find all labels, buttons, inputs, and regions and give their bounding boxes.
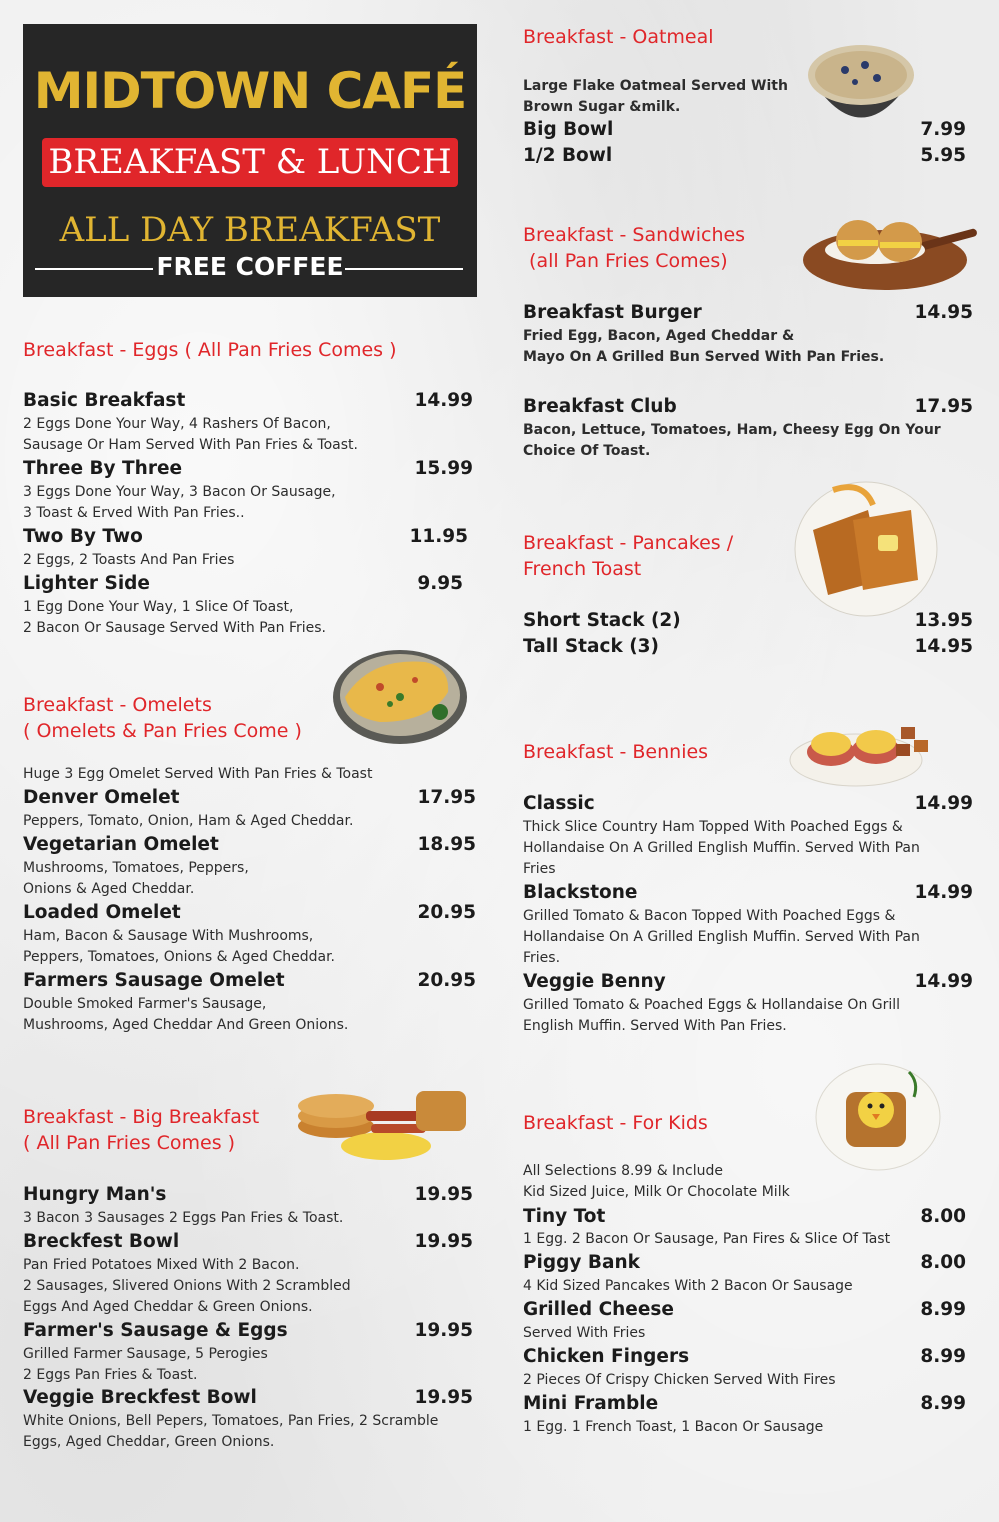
item-desc: Ham, Bacon & Sausage With Mushrooms,: [23, 928, 314, 944]
item-name: Vegetarian Omelet: [23, 834, 219, 855]
item-name: Loaded Omelet: [23, 902, 181, 923]
item-price: 20.95: [417, 970, 476, 991]
item-desc: Fried Egg, Bacon, Aged Cheddar &: [523, 328, 795, 344]
item-name: Chicken Fingers: [523, 1346, 690, 1367]
item-name: Piggy Bank: [523, 1252, 640, 1273]
cafe-name: MIDTOWN CAFÉ: [33, 62, 467, 120]
item-desc: Peppers, Tomatoes, Onions & Aged Cheddar.: [23, 949, 335, 965]
item-name: Breckfest Bowl: [23, 1231, 180, 1252]
item-desc: Sausage Or Ham Served With Pan Fries & Toast.: [23, 437, 358, 453]
section-heading-eggs: Breakfast - Eggs ( All Pan Fries Comes ): [23, 339, 397, 361]
item-name: Hungry Man's: [23, 1184, 167, 1205]
item-desc: 2 Eggs Done Your Way, 4 Rashers Of Bacon,: [23, 416, 331, 432]
item-price: 14.99: [914, 882, 973, 903]
section-subheading-sandwiches: (all Pan Fries Comes): [523, 250, 728, 272]
item-desc: Pan Fried Potatoes Mixed With 2 Bacon.: [23, 1257, 300, 1273]
item-desc: Choice Of Toast.: [523, 443, 651, 459]
item-desc: 1 Egg. 2 Bacon Or Sausage, Pan Fires & Slice Of Tast: [523, 1231, 891, 1247]
item-desc: Grilled Tomato & Poached Eggs & Hollandaise On Grill: [523, 997, 901, 1013]
item-desc: 4 Kid Sized Pancakes With 2 Bacon Or Sausage: [523, 1278, 853, 1294]
item-desc: Bacon, Lettuce, Tomatoes, Ham, Cheesy Egg On Your: [523, 422, 941, 438]
item-desc: Grilled Farmer Sausage, 5 Perogies: [23, 1346, 268, 1362]
item-name: Lighter Side: [23, 573, 150, 594]
item-desc: Fries: [523, 861, 556, 877]
bennies-plate-image: [786, 712, 940, 790]
kids-plate-image: [814, 1062, 942, 1172]
item-desc: Mushrooms, Tomatoes, Peppers,: [23, 860, 249, 876]
item-desc: Served With Fries: [523, 1325, 646, 1341]
item-desc: 2 Eggs, 2 Toasts And Pan Fries: [23, 552, 235, 568]
item-name: Breakfast Burger: [523, 302, 702, 323]
item-desc: Thick Slice Country Ham Topped With Poached Eggs &: [523, 819, 903, 835]
all-day-breakfast: ALL DAY BREAKFAST: [59, 210, 441, 250]
item-desc: 3 Eggs Done Your Way, 3 Bacon Or Sausage,: [23, 484, 336, 500]
item-price: 13.95: [914, 610, 973, 631]
item-name: Grilled Cheese: [523, 1299, 674, 1320]
item-desc: 3 Toast & Erved With Pan Fries..: [23, 505, 245, 521]
sandwich-board-image: [800, 210, 980, 292]
item-desc: 2 Bacon Or Sausage Served With Pan Fries.: [23, 620, 326, 636]
item-price: 5.95: [920, 145, 966, 166]
item-desc: 1 Egg Done Your Way, 1 Slice Of Toast,: [23, 599, 294, 615]
section-heading-bennies: Breakfast - Bennies: [523, 741, 709, 763]
item-name: Big Bowl: [523, 119, 614, 140]
kids-intro: All Selections 8.99 & Include: [523, 1163, 724, 1179]
section-heading-omelets: Breakfast - Omelets: [23, 694, 212, 716]
item-desc: 2 Sausages, Slivered Onions With 2 Scrambled: [23, 1278, 351, 1294]
item-price: 20.95: [417, 902, 476, 923]
item-price: 11.95: [409, 526, 468, 547]
item-price: 9.95: [417, 573, 463, 594]
item-price: 17.95: [417, 787, 476, 808]
item-name: Short Stack (2): [523, 610, 681, 631]
item-price: 14.99: [414, 390, 473, 411]
item-price: 19.95: [414, 1387, 473, 1408]
item-desc: English Muffin. Served With Pan Fries.: [523, 1018, 787, 1034]
omelets-intro: Huge 3 Egg Omelet Served With Pan Fries & Toast: [23, 766, 373, 782]
free-coffee: FREE COFFEE: [156, 252, 344, 281]
item-price: 7.99: [920, 119, 966, 140]
item-price: 8.00: [920, 1206, 966, 1227]
section-heading-oatmeal: Breakfast - Oatmeal: [523, 26, 714, 48]
item-desc: Onions & Aged Cheddar.: [23, 881, 195, 897]
item-desc: Eggs And Aged Cheddar & Green Onions.: [23, 1299, 313, 1315]
section-heading-sandwiches: Breakfast - Sandwiches: [523, 224, 746, 246]
item-name: Farmer's Sausage & Eggs: [23, 1320, 288, 1341]
item-price: 15.99: [414, 458, 473, 479]
item-price: 8.00: [920, 1252, 966, 1273]
item-desc: 2 Eggs Pan Fries & Toast.: [23, 1367, 198, 1383]
section-heading-pancakes: Breakfast - Pancakes /: [523, 532, 734, 554]
item-desc: Hollandaise On A Grilled English Muffin. Served With Pan: [523, 929, 920, 945]
section-subheading-pancakes: French Toast: [523, 558, 642, 580]
item-desc: Fries.: [523, 950, 561, 966]
item-desc: Hollandaise On A Grilled English Muffin. Served With Pan: [523, 840, 920, 856]
item-desc: White Onions, Bell Pepers, Tomatoes, Pan Fries, 2 Scramble: [23, 1413, 439, 1429]
item-price: 8.99: [920, 1346, 966, 1367]
item-price: 14.99: [914, 793, 973, 814]
french-toast-plate-image: [793, 480, 939, 618]
item-name: Veggie Breckfest Bowl: [23, 1387, 257, 1408]
item-name: Mini Framble: [523, 1393, 659, 1414]
item-price: 19.95: [414, 1184, 473, 1205]
item-desc: Double Smoked Farmer's Sausage,: [23, 996, 267, 1012]
kids-intro: Kid Sized Juice, Milk Or Chocolate Milk: [523, 1184, 790, 1200]
item-desc: Peppers, Tomato, Onion, Ham & Aged Cheddar.: [23, 813, 354, 829]
item-price: 18.95: [417, 834, 476, 855]
item-name: Blackstone: [523, 882, 638, 903]
item-name: Tiny Tot: [523, 1206, 606, 1227]
item-desc: Mayo On A Grilled Bun Served With Pan Fries.: [523, 349, 885, 365]
item-name: Denver Omelet: [23, 787, 180, 808]
item-desc: Mushrooms, Aged Cheddar And Green Onions.: [23, 1017, 349, 1033]
item-price: 8.99: [920, 1299, 966, 1320]
item-name: Veggie Benny: [523, 971, 666, 992]
item-price: 17.95: [914, 396, 973, 417]
item-name: Breakfast Club: [523, 396, 677, 417]
item-desc: 3 Bacon 3 Sausages 2 Eggs Pan Fries & Toast.: [23, 1210, 344, 1226]
item-price: 14.95: [914, 636, 973, 657]
item-price: 19.95: [414, 1320, 473, 1341]
item-desc: Grilled Tomato & Bacon Topped With Poached Eggs &: [523, 908, 896, 924]
section-subheading-omelets: ( Omelets & Pan Fries Come ): [23, 720, 302, 742]
oatmeal-desc: Brown Sugar &milk.: [523, 99, 681, 115]
item-desc: 2 Pieces Of Crispy Chicken Served With Fires: [523, 1372, 836, 1388]
item-name: Three By Three: [23, 458, 183, 479]
section-heading-kids: Breakfast - For Kids: [523, 1112, 708, 1134]
oatmeal-desc: Large Flake Oatmeal Served With: [523, 78, 788, 94]
item-desc: Eggs, Aged Cheddar, Green Onions.: [23, 1434, 275, 1450]
item-price: 19.95: [414, 1231, 473, 1252]
section-subheading-big-breakfast: ( All Pan Fries Comes ): [23, 1132, 236, 1154]
item-name: Classic: [523, 793, 595, 814]
banner-breakfast-lunch: BREAKFAST & LUNCH: [42, 138, 458, 187]
omelet-plate-image: [330, 642, 470, 747]
item-name: Farmers Sausage Omelet: [23, 970, 285, 991]
item-name: Basic Breakfast: [23, 390, 186, 411]
item-name: 1/2 Bowl: [523, 145, 613, 166]
item-name: Tall Stack (3): [523, 636, 659, 657]
item-price: 14.95: [914, 302, 973, 323]
item-name: Two By Two: [23, 526, 143, 547]
item-price: 8.99: [920, 1393, 966, 1414]
logo-panel: [23, 24, 477, 297]
item-desc: 1 Egg. 1 French Toast, 1 Bacon Or Sausage: [523, 1419, 824, 1435]
divider-right: [345, 268, 463, 270]
item-price: 14.99: [914, 971, 973, 992]
section-heading-big-breakfast: Breakfast - Big Breakfast: [23, 1106, 260, 1128]
big-breakfast-image: [296, 1076, 472, 1164]
